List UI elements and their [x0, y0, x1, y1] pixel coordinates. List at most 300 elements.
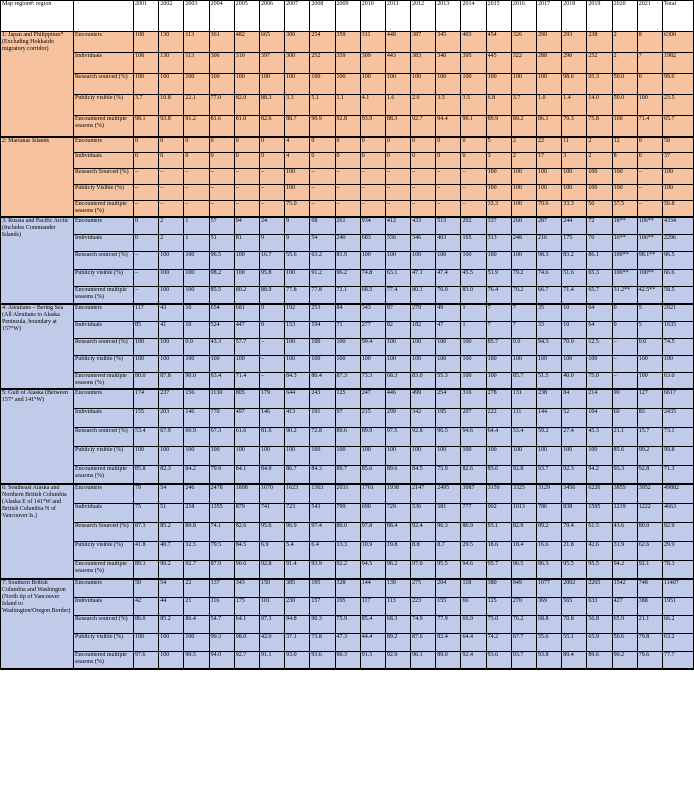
table-cell: 63.1 [385, 269, 410, 287]
table-cell: 100 [411, 252, 436, 270]
table-cell: 96.2 [385, 560, 410, 579]
table-cell: 94.6 [461, 560, 486, 579]
table-cell: 2478 [209, 484, 234, 503]
table-cell: 214 [587, 389, 612, 408]
table-cell: – [159, 169, 184, 185]
table-cell: 2.6 [411, 95, 436, 116]
table-cell: – [234, 169, 259, 185]
table-cell: 144 [537, 408, 562, 427]
table-cell: 98.6 [562, 74, 587, 95]
table-cell: 97.6 [134, 651, 159, 669]
header-year: 2001 [134, 1, 159, 32]
table-cell: 106** [637, 217, 662, 235]
header-year: 2004 [209, 1, 234, 32]
table-cell: 95.8 [259, 269, 284, 287]
metric-label: Publicly visible (%) [74, 446, 134, 465]
table-cell: 64 [587, 321, 612, 338]
table-row [1, 217, 694, 235]
metric-label: Encounters [74, 137, 134, 153]
table-cell: 67.9 [159, 427, 184, 446]
table-cell: 380 [486, 579, 511, 597]
region-group [1, 304, 694, 389]
header-row [1, 1, 694, 32]
table-cell: – [436, 201, 461, 217]
table-cell: 47.4 [436, 269, 461, 287]
table-cell: – [209, 169, 234, 185]
table-cell: 74.2 [486, 633, 511, 651]
table-cell: 361 [209, 32, 234, 53]
table-cell: – [436, 169, 461, 185]
table-cell: 96.2 [335, 269, 360, 287]
table-cell: – [385, 185, 410, 201]
table-cell: 100 [184, 269, 209, 287]
table-cell: 51.5 [537, 372, 562, 389]
table-cell: 175 [234, 597, 259, 615]
table-cell: 95.6 [259, 522, 284, 541]
table-cell: 1542 [612, 579, 637, 597]
table-row [1, 304, 694, 321]
table-cell: 92.9 [385, 651, 410, 669]
table-cell: – [612, 372, 637, 389]
table-cell: 100 [385, 355, 410, 372]
header-year: 2010 [360, 1, 385, 32]
table-cell: 90.2 [159, 560, 184, 579]
table-cell: 799 [335, 503, 360, 522]
table-cell: 100** [637, 269, 662, 287]
table-cell: 100 [134, 74, 159, 95]
table-cell: 18** [612, 217, 637, 235]
table-cell: 3.7 [511, 95, 536, 116]
table-cell: 100 [209, 355, 234, 372]
table-cell: – [259, 355, 284, 372]
table-cell: 144 [360, 579, 385, 597]
table-cell: 388 [637, 597, 662, 615]
table-cell: 85.6 [612, 446, 637, 465]
table-cell: 67.7 [511, 633, 536, 651]
table-row [1, 522, 694, 541]
table-cell: 290 [562, 53, 587, 74]
table-cell: – [360, 185, 385, 201]
table-cell: 88.3 [259, 95, 284, 116]
table-cell: 89.2 [511, 116, 536, 137]
table-cell: 31.9 [612, 541, 637, 560]
table-cell: 89.6 [335, 427, 360, 446]
table-cell: 343 [360, 304, 385, 321]
table-cell: 106** [637, 234, 662, 252]
table-cell: 53.4 [134, 427, 159, 446]
table-row [1, 201, 694, 217]
table-cell: 75.9 [436, 465, 461, 484]
table-cell: 137 [209, 579, 234, 597]
table-cell: 179 [259, 389, 284, 408]
table-cell: 10 [562, 304, 587, 321]
table-cell: 81.0 [234, 116, 259, 137]
table-cell: 88.4 [385, 522, 410, 541]
table-cell: – [184, 169, 209, 185]
table-cell: 54 [310, 234, 335, 252]
table-cell: 18.6 [486, 541, 511, 560]
table-cell: 42.0 [259, 633, 284, 651]
table-cell: 100 [486, 252, 511, 270]
table-cell: 104 [587, 408, 612, 427]
table-row [1, 74, 694, 95]
table-cell: 412 [385, 217, 410, 235]
table-cell: 3.5 [436, 95, 461, 116]
table-cell: 41.8 [134, 541, 159, 560]
table-cell: 22.1 [184, 95, 209, 116]
table-cell: 22 [184, 579, 209, 597]
table-cell: 47.1 [411, 269, 436, 287]
table-cell: 74.9 [411, 615, 436, 633]
table-cell: 2 [587, 153, 612, 169]
table-cell: 99.3 [209, 633, 234, 651]
table-row [1, 153, 694, 169]
table-cell: 92.4 [461, 651, 486, 669]
table-cell: 222 [486, 408, 511, 427]
table-cell: 288 [537, 53, 562, 74]
table-cell: 97.8 [360, 522, 385, 541]
table-row [1, 446, 694, 465]
table-cell: 1 [184, 234, 209, 252]
table-cell: 89.6 [385, 465, 410, 484]
table-cell: 68.3 [385, 615, 410, 633]
table-cell: 16.7 [259, 252, 284, 270]
table-cell: 33 [537, 321, 562, 338]
table-cell: 1761 [360, 484, 385, 503]
table-cell: 0 [259, 321, 284, 338]
table-cell: 100 [486, 446, 511, 465]
table-cell: 100 [335, 338, 360, 355]
table-row [1, 234, 694, 252]
total-cell: 74.5 [662, 338, 693, 355]
table-cell: 100 [335, 74, 360, 95]
header-year: 2009 [335, 1, 360, 32]
table-cell: 83.0 [461, 287, 486, 305]
total-cell: 56.8 [662, 201, 693, 217]
table-cell: – [411, 169, 436, 185]
table-cell: 100 [612, 169, 637, 185]
table-cell: 300 [285, 32, 310, 53]
table-row [1, 95, 694, 116]
table-cell: 3.5 [461, 95, 486, 116]
table-cell: – [461, 169, 486, 185]
table-cell: 17 [537, 153, 562, 169]
table-cell: 270 [511, 597, 536, 615]
table-cell: 92.8 [335, 116, 360, 137]
table-cell: 1363 [310, 484, 335, 503]
table-cell: 0 [461, 153, 486, 169]
table-cell: 51 [209, 234, 234, 252]
table-cell: 1013 [511, 503, 536, 522]
table-cell: 311 [360, 32, 385, 53]
table-cell: 72.1 [335, 287, 360, 305]
table-cell: 100 [562, 355, 587, 372]
table-cell: 207 [461, 408, 486, 427]
table-cell: 86.1 [587, 252, 612, 270]
table-cell: 24 [259, 217, 284, 235]
total-cell: 96.5 [662, 252, 693, 270]
table-cell: 79.3 [562, 116, 587, 137]
table-cell: 345 [436, 32, 461, 53]
table-cell: 50.6 [612, 633, 637, 651]
table-cell: 77.8 [310, 287, 335, 305]
table-cell: 777 [461, 503, 486, 522]
table-cell: – [385, 201, 410, 217]
total-cell: 6617 [662, 389, 693, 408]
table-cell: 1077 [537, 579, 562, 597]
total-cell: 58.5 [662, 287, 693, 305]
table-cell: 67.3 [209, 427, 234, 446]
table-cell: 293 [562, 32, 587, 53]
table-cell: 54 [159, 579, 184, 597]
table-cell: 71.4 [637, 116, 662, 137]
table-cell: 100 [486, 372, 511, 389]
total-cell: 37 [662, 153, 693, 169]
table-cell: 75.9 [335, 615, 360, 633]
table-cell: 11 [562, 137, 587, 153]
table-cell: 85.2 [159, 615, 184, 633]
table-cell: – [310, 185, 335, 201]
table-cell: 100 [285, 338, 310, 355]
table-cell: 100 [234, 252, 259, 270]
table-cell: 91.2 [310, 269, 335, 287]
table-cell: 65.9 [612, 615, 637, 633]
table-cell: 260 [511, 217, 536, 235]
table-cell: 247 [360, 389, 385, 408]
table-cell: 82.6 [234, 522, 259, 541]
table-cell: 2 [612, 53, 637, 74]
table-cell: 0 [310, 153, 335, 169]
header-year: 2020 [612, 1, 637, 32]
table-cell: 9 [285, 234, 310, 252]
table-cell: 93.7 [511, 651, 536, 669]
table-cell: 748 [637, 579, 662, 597]
table-row [1, 408, 694, 427]
table-cell: 316 [461, 389, 486, 408]
table-cell: 2265 [587, 579, 612, 597]
table-cell: 76.9 [436, 287, 461, 305]
table-cell: 100 [159, 355, 184, 372]
table-cell: 248 [511, 234, 536, 252]
table-cell: 336 [385, 234, 410, 252]
table-cell: 683 [360, 234, 385, 252]
table-cell: 90.9 [310, 116, 335, 137]
table-cell: 723 [285, 503, 310, 522]
table-cell: 0 [259, 304, 284, 321]
metric-label: Publicly visible (%) [74, 95, 134, 116]
table-cell: 82 [385, 321, 410, 338]
table-row [1, 287, 694, 305]
table-cell: 85.4 [360, 615, 385, 633]
table-cell: 93.9 [360, 116, 385, 137]
table-cell: 300 [285, 53, 310, 74]
table-cell: 195 [436, 408, 461, 427]
table-cell: 100 [411, 446, 436, 465]
table-cell: 100 [285, 355, 310, 372]
table-cell: 100 [184, 287, 209, 305]
total-cell: 6300 [662, 32, 693, 53]
table-cell: 100 [511, 74, 536, 95]
table-cell: 279 [411, 304, 436, 321]
table-cell: 100 [436, 74, 461, 95]
table-cell: 690 [360, 503, 385, 522]
table-cell: 33.3 [486, 201, 511, 217]
table-cell: – [637, 185, 662, 201]
table-cell: 88.7 [285, 116, 310, 137]
table-cell: 153 [285, 321, 310, 338]
total-cell: 63.0 [662, 372, 693, 389]
table-cell: 85.5 [209, 287, 234, 305]
table-cell: 125 [335, 389, 360, 408]
table-cell: 100 [159, 446, 184, 465]
table-cell: 100 [511, 201, 536, 217]
metric-label: Encountered multiple seasons (%) [74, 287, 134, 305]
table-cell: 543 [310, 503, 335, 522]
table-cell: 71 [335, 321, 360, 338]
table-cell: 252 [587, 53, 612, 74]
table-cell: 42.5** [637, 287, 662, 305]
metric-label: Publicly visible (%) [74, 269, 134, 287]
total-cell: 66.6 [662, 269, 693, 287]
total-cell: 100 [662, 169, 693, 185]
table-cell: 100 [134, 633, 159, 651]
table-cell: 443 [385, 53, 410, 74]
region-label: 1: Japan and Philippines* (Excluding Hokkaido migratory corridor) [1, 32, 74, 137]
table-cell: 100 [612, 185, 637, 201]
table-cell: 100 [184, 355, 209, 372]
table-cell: 98.0 [234, 633, 259, 651]
table-cell: 100 [461, 446, 486, 465]
table-cell: 215 [360, 408, 385, 427]
table-cell: 63.4 [209, 372, 234, 389]
table-row [1, 560, 694, 579]
table-cell: 174 [134, 389, 159, 408]
table-cell: 21.1 [612, 427, 637, 446]
table-cell: 194 [310, 321, 335, 338]
total-cell: 73.1 [662, 427, 693, 446]
table-cell: 95.5 [587, 560, 612, 579]
table-cell: 95.5 [562, 560, 587, 579]
table-cell: 3 [562, 153, 587, 169]
table-cell: 93.7 [537, 465, 562, 484]
table-cell: 90.0 [184, 372, 209, 389]
table-cell: 328 [335, 579, 360, 597]
table-cell: 98.3 [537, 252, 562, 270]
table-cell: 100 [436, 355, 461, 372]
table-cell: – [134, 252, 159, 270]
table-cell: 499 [411, 389, 436, 408]
table-cell: 100 [285, 185, 310, 201]
table-cell: 100 [486, 74, 511, 95]
table-cell: 223 [411, 597, 436, 615]
table-cell: 100 [587, 169, 612, 185]
table-cell: 21 [184, 597, 209, 615]
table-cell: 299 [385, 408, 410, 427]
region-label: 6: Southeast Alaska and Northern British Columbia (Alaska E of 141°W and British Columbia N of Vancouver Is.) [1, 484, 74, 579]
table-cell: 156 [184, 389, 209, 408]
table-cell: 1222 [637, 503, 662, 522]
table-cell: 84.3 [285, 372, 310, 389]
table-cell: 75.0 [486, 615, 511, 633]
table-cell: 76.2 [511, 615, 536, 633]
table-cell: 0 [385, 153, 410, 169]
table-cell: 92.7 [184, 560, 209, 579]
table-cell: 96.5 [436, 427, 461, 446]
table-cell: 9 [259, 234, 284, 252]
table-cell: 95.7 [486, 560, 511, 579]
table-cell: 44 [159, 597, 184, 615]
table-cell: 3 [486, 153, 511, 169]
table-cell: 100 [184, 633, 209, 651]
table-cell: 12.5 [587, 338, 612, 355]
table-cell: 85.7 [486, 338, 511, 355]
table-cell: 87.8 [159, 372, 184, 389]
table-cell: 96.5 [511, 560, 536, 579]
total-cell: 99.6 [662, 74, 693, 95]
table-cell: 100 [537, 74, 562, 95]
table-cell: – [360, 201, 385, 217]
table-cell: 74.8 [360, 269, 385, 287]
table-cell: 111 [511, 408, 536, 427]
table-cell: 0 [259, 153, 284, 169]
table-cell: 95.3 [587, 74, 612, 95]
table-cell: 0 [436, 153, 461, 169]
table-cell: 100 [234, 446, 259, 465]
table-cell: – [259, 201, 284, 217]
table-cell: – [411, 185, 436, 201]
table-row [1, 465, 694, 484]
table-cell: 524 [209, 321, 234, 338]
table-cell: 98.1** [637, 252, 662, 270]
table-cell: 84.9 [259, 465, 284, 484]
metric-label: Individuals [74, 321, 134, 338]
table-cell: 117 [134, 304, 159, 321]
table-cell: 633 [587, 597, 612, 615]
table-cell: 310 [234, 53, 259, 74]
table-cell: 8 [612, 153, 637, 169]
table-cell: 60.9 [184, 427, 209, 446]
table-cell: 395 [461, 53, 486, 74]
table-cell: 89.0 [335, 522, 360, 541]
table-cell: – [259, 372, 284, 389]
table-cell: 82.6 [461, 465, 486, 484]
table-row [1, 484, 694, 503]
table-cell: 100 [537, 355, 562, 372]
table-cell: 0 [234, 137, 259, 153]
table-cell: 100 [184, 74, 209, 95]
table-cell: 0 [360, 153, 385, 169]
table-cell: 100 [159, 269, 184, 287]
table-cell: 7 [511, 304, 536, 321]
table-cell: 155 [436, 597, 461, 615]
total-cell: 99.8 [662, 446, 693, 465]
table-cell: 82.4 [436, 633, 461, 651]
table-cell: 0 [436, 137, 461, 153]
table-cell: 89.2 [385, 633, 410, 651]
total-cell: 71.3 [662, 465, 693, 484]
table-cell: 2 [511, 153, 536, 169]
table-cell: 1670 [259, 484, 284, 503]
table-cell: 37.1 [285, 633, 310, 651]
table-cell: 5 [486, 137, 511, 153]
table-cell: 383 [411, 53, 436, 74]
header-year: 2016 [511, 1, 536, 32]
table-cell: 81 [234, 234, 259, 252]
table-cell: 1.4 [562, 95, 587, 116]
table-cell: 45.3 [587, 427, 612, 446]
table-row [1, 615, 694, 633]
table-cell: – [234, 201, 259, 217]
